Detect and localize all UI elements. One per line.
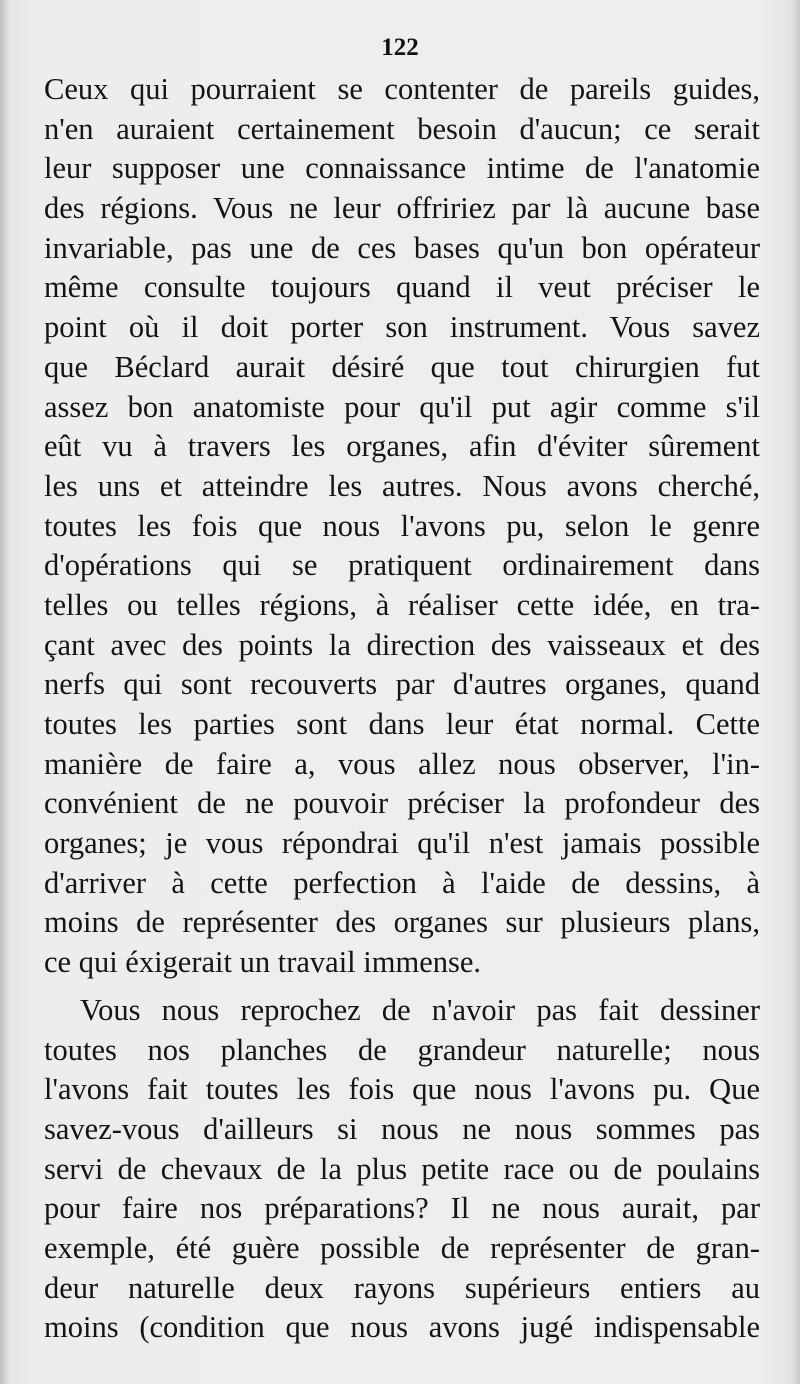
text-line: invariable, pas une de ces bases qu'un bon opérateur [44, 230, 760, 265]
text-line: d'opérations qui se pratiquent ordinairement dans [44, 548, 760, 583]
text-line: toutes les parties sont dans leur état normal. Cette [44, 707, 760, 741]
paragraph [44, 70, 760, 983]
text-line: toutes nos planches de grandeur naturelle; nous [44, 1032, 760, 1067]
text-line: moins (condition que nous avons jugé indispensable [44, 1310, 760, 1345]
text-line: telles ou telles régions, à réaliser cette idée, en tra- [44, 587, 760, 622]
text-line: organes; je vous répondrai qu'il n'est jamais possible [44, 826, 760, 861]
text-line: même consulte toujours quand il veut préciser le [44, 270, 760, 305]
text-line: les uns et atteindre les autres. Nous avons cherché, [44, 468, 760, 503]
text-line: convénient de ne pouvoir préciser la profondeur des [44, 786, 760, 821]
text-line: des régions. Vous ne leur offririez par là aucune base [44, 191, 760, 226]
text-line: servi de chevaux de la plus petite race ou de poulains [44, 1151, 760, 1186]
text-line: assez bon anatomiste pour qu'il put agir comme s'il [44, 389, 760, 424]
paragraph-gap [44, 983, 760, 991]
text-line: ce qui éxigerait un travail immense. [44, 945, 482, 980]
text-line: toutes les fois que nous l'avons pu, selon le genre [44, 508, 760, 543]
text-line: çant avec des points la direction des vaisseaux et des [44, 627, 760, 662]
text-line: d'arriver à cette perfection à l'aide de dessins, à [44, 865, 760, 900]
text-line: nerfs qui sont recouverts par d'autres organes, quand [44, 667, 760, 702]
text-line: Ceux qui pourraient se contenter de pareils guides, [44, 72, 760, 106]
text-line: manière de faire a, vous allez nous observer, l'in- [44, 746, 760, 781]
text-line: point où il doit porter son instrument. Vous savez [44, 310, 760, 345]
text-line: eût vu à travers les organes, afin d'éviter sûrement [44, 429, 760, 464]
text-line: leur supposer une connaissance intime de l'anatomie [44, 151, 760, 186]
page-number: 122 [381, 34, 419, 61]
text-line: que Béclard aurait désiré que tout chirurgien fut [44, 349, 760, 384]
text-line: l'avons fait toutes les fois que nous l'avons pu. Que [44, 1072, 760, 1107]
text-line: savez-vous d'ailleurs si nous ne nous sommes pas [44, 1111, 760, 1146]
text-line: n'en auraient certainement besoin d'aucun; ce serait [44, 111, 760, 146]
text-line: pour faire nos préparations? Il ne nous aurait, par [44, 1191, 760, 1226]
text-line: deur naturelle deux rayons supérieurs entiers au [44, 1270, 760, 1305]
body-text [44, 70, 760, 1348]
paragraph [44, 991, 760, 1348]
text-line: moins de représenter des organes sur plusieurs plans, [44, 905, 760, 940]
text-line: Vous nous reprochez de n'avoir pas fait dessiner [80, 992, 760, 1027]
text-line: exemple, été guère possible de représenter de gran- [44, 1230, 760, 1265]
